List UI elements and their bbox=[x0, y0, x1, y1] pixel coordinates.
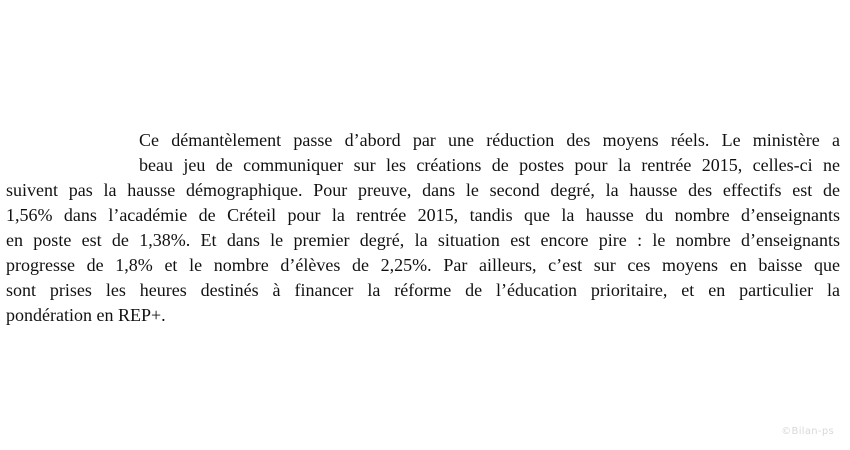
body-paragraph bbox=[6, 128, 840, 328]
paragraph-line: Ce démantèlement passe d’abord par une réduction des moyens réels. Le ministère a bbox=[139, 130, 840, 150]
paragraph-line: beau jeu de communiquer sur les créations de postes pour la rentrée 2015, celles-ci ne bbox=[139, 155, 840, 175]
watermark: ©Bilan-ps bbox=[781, 426, 834, 437]
paragraph-line: progresse de 1,8% et le nombre d’élèves de 2,25%. Par ailleurs, c’est sur ces moyens en baisse que bbox=[6, 255, 840, 275]
paragraph-line: sont prises les heures destinés à financer la réforme de l’éducation prioritaire, et en particulier la bbox=[6, 280, 840, 300]
paragraph-line: suivent pas la hausse démographique. Pour preuve, dans le second degré, la hausse des effectifs est de bbox=[6, 180, 840, 200]
paragraph-line: 1,56% dans l’académie de Créteil pour la rentrée 2015, tandis que la hausse du nombre d’enseignants bbox=[6, 205, 840, 225]
paragraph-line: en poste est de 1,38%. Et dans le premier degré, la situation est encore pire : le nombre d’enseignants bbox=[6, 230, 840, 250]
paragraph-line: pondération en REP+. bbox=[6, 305, 166, 325]
